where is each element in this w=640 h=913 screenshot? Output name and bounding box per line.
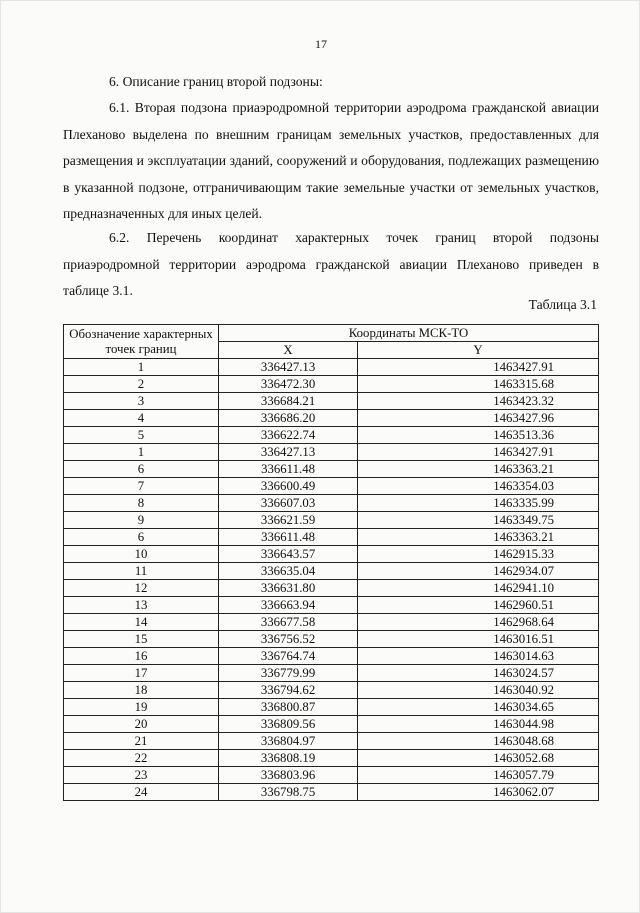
cell-y: 1463354.03 (358, 478, 599, 495)
table-row (64, 733, 599, 750)
paragraph-6-1 (63, 95, 599, 228)
cell-x: 336677.58 (219, 614, 358, 631)
cell-x: 336611.48 (219, 529, 358, 546)
table-row (64, 427, 599, 444)
header-point-designation: Обозначение характерных точек границ (64, 325, 219, 359)
cell-point: 9 (64, 512, 219, 529)
cell-point: 19 (64, 699, 219, 716)
cell-point: 12 (64, 580, 219, 597)
cell-x: 336643.57 (219, 546, 358, 563)
cell-y: 1463363.21 (358, 461, 599, 478)
cell-point: 4 (64, 410, 219, 427)
cell-y: 1462934.07 (358, 563, 599, 580)
table-row (64, 580, 599, 597)
cell-x: 336804.97 (219, 733, 358, 750)
cell-y: 1463427.96 (358, 410, 599, 427)
cell-y: 1462968.64 (358, 614, 599, 631)
table-row (64, 529, 599, 546)
cell-x: 336427.13 (219, 359, 358, 376)
table-row (64, 410, 599, 427)
cell-point: 6 (64, 529, 219, 546)
table-caption: Таблица 3.1 (528, 297, 597, 312)
cell-y: 1463349.75 (358, 512, 599, 529)
table-row (64, 682, 599, 699)
cell-point: 7 (64, 478, 219, 495)
cell-y: 1463062.07 (358, 784, 599, 801)
cell-x: 336607.03 (219, 495, 358, 512)
table-row (64, 784, 599, 801)
coordinates-table (63, 324, 599, 801)
table-row (64, 546, 599, 563)
cell-point: 17 (64, 665, 219, 682)
cell-point: 1 (64, 359, 219, 376)
header-y: Y (358, 342, 599, 359)
cell-y: 1463016.51 (358, 631, 599, 648)
table-row (64, 563, 599, 580)
cell-point: 15 (64, 631, 219, 648)
table-row (64, 614, 599, 631)
cell-x: 336472.30 (219, 376, 358, 393)
cell-point: 22 (64, 750, 219, 767)
cell-y: 1463044.98 (358, 716, 599, 733)
cell-y: 1463052.68 (358, 750, 599, 767)
table-row (64, 750, 599, 767)
cell-point: 14 (64, 614, 219, 631)
table-row (64, 597, 599, 614)
cell-point: 6 (64, 461, 219, 478)
cell-y: 1463363.21 (358, 529, 599, 546)
cell-x: 336794.62 (219, 682, 358, 699)
cell-y: 1463427.91 (358, 359, 599, 376)
cell-y: 1463423.32 (358, 393, 599, 410)
cell-y: 1463513.36 (358, 427, 599, 444)
cell-point: 18 (64, 682, 219, 699)
table-row (64, 376, 599, 393)
table-row (64, 359, 599, 376)
table-row (64, 461, 599, 478)
cell-point: 24 (64, 784, 219, 801)
cell-x: 336686.20 (219, 410, 358, 427)
cell-x: 336663.94 (219, 597, 358, 614)
paragraph-6-2 (63, 225, 599, 305)
table-row (64, 478, 599, 495)
cell-y: 1463315.68 (358, 376, 599, 393)
cell-x: 336800.87 (219, 699, 358, 716)
cell-y: 1463335.99 (358, 495, 599, 512)
cell-y: 1463024.57 (358, 665, 599, 682)
cell-x: 336809.56 (219, 716, 358, 733)
cell-y: 1462915.33 (358, 546, 599, 563)
cell-y: 1463014.63 (358, 648, 599, 665)
cell-x: 336622.74 (219, 427, 358, 444)
table-row (64, 716, 599, 733)
cell-y: 1462960.51 (358, 597, 599, 614)
section-title: 6. Описание границ второй подзоны: (109, 74, 323, 89)
cell-point: 16 (64, 648, 219, 665)
paragraph-6-2-text: 6.2. Перечень координат характерных точек границ второй подзоны приаэродромной территории аэродрома гражданской авиации Плеханово приведен в таблице 3.1. (63, 230, 599, 298)
cell-point: 10 (64, 546, 219, 563)
cell-x: 336684.21 (219, 393, 358, 410)
cell-x: 336631.80 (219, 580, 358, 597)
cell-x: 336803.96 (219, 767, 358, 784)
cell-point: 13 (64, 597, 219, 614)
cell-y: 1463040.92 (358, 682, 599, 699)
table-row (64, 665, 599, 682)
cell-x: 336427.13 (219, 444, 358, 461)
table-row (64, 444, 599, 461)
table-row (64, 495, 599, 512)
coordinates-table-body (64, 359, 599, 801)
cell-y: 1463034.65 (358, 699, 599, 716)
cell-point: 5 (64, 427, 219, 444)
paragraph-6-1-text: 6.1. Вторая подзона приаэродромной территории аэродрома гражданской авиации Плеханово выделена по внешним границам земельных участков, предоставленных для размещения и эксплуатации зданий, сооружений и оборудования, подлежащих размещению в указанной подзоне, отграничивающим такие земельные участки от земельных участков, предназначенных для иных целей. (63, 100, 599, 221)
table-row (64, 648, 599, 665)
cell-point: 21 (64, 733, 219, 750)
header-coordinates: Координаты МСК-ТО (219, 325, 599, 342)
cell-y: 1462941.10 (358, 580, 599, 597)
cell-x: 336756.52 (219, 631, 358, 648)
cell-point: 20 (64, 716, 219, 733)
table-row (64, 393, 599, 410)
table-row (64, 631, 599, 648)
cell-point: 8 (64, 495, 219, 512)
cell-point: 2 (64, 376, 219, 393)
cell-point: 23 (64, 767, 219, 784)
cell-x: 336635.04 (219, 563, 358, 580)
table-row (64, 699, 599, 716)
cell-point: 1 (64, 444, 219, 461)
cell-x: 336621.59 (219, 512, 358, 529)
cell-x: 336611.48 (219, 461, 358, 478)
cell-x: 336808.19 (219, 750, 358, 767)
cell-x: 336798.75 (219, 784, 358, 801)
cell-point: 11 (64, 563, 219, 580)
page-number: 17 (315, 37, 327, 51)
header-x: X (219, 342, 358, 359)
cell-y: 1463048.68 (358, 733, 599, 750)
cell-y: 1463057.79 (358, 767, 599, 784)
table-row (64, 512, 599, 529)
cell-x: 336600.49 (219, 478, 358, 495)
cell-x: 336779.99 (219, 665, 358, 682)
cell-y: 1463427.91 (358, 444, 599, 461)
cell-x: 336764.74 (219, 648, 358, 665)
table-row (64, 767, 599, 784)
cell-point: 3 (64, 393, 219, 410)
